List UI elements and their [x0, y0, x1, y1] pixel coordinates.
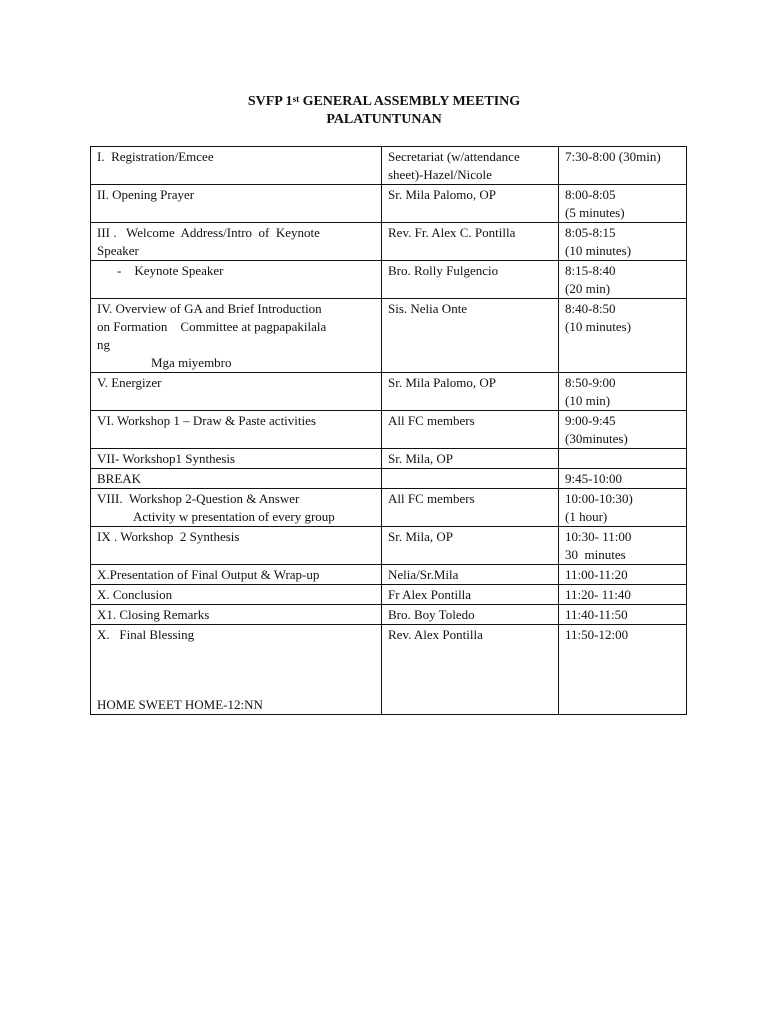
activity-cell: [91, 185, 382, 223]
activity-cell: [91, 449, 382, 469]
activity-text: BREAK: [97, 471, 142, 486]
person-text: Bro. Boy Toledo: [388, 607, 475, 622]
activity-text: III . Welcome Address/Intro of Keynote: [97, 225, 320, 240]
time-text: 11:40-11:50: [565, 607, 628, 622]
time-text: (10 minutes): [565, 243, 632, 258]
activity-text: IV. Overview of GA and Brief Introduction: [97, 301, 322, 316]
activity-text: ng: [97, 337, 110, 352]
person-cell: [382, 411, 559, 449]
time-cell: [559, 449, 687, 469]
time-text: (20 min): [565, 281, 611, 296]
time-cell: [559, 527, 687, 565]
time-text: (30minutes): [565, 431, 628, 446]
table-row: [91, 469, 687, 489]
activity-text: X1. Closing Remarks: [97, 607, 210, 622]
activity-text: VIII. Workshop 2-Question & Answer: [97, 491, 300, 506]
time-text: 9:00-9:45: [565, 413, 616, 428]
person-text: Sr. Mila, OP: [388, 529, 454, 544]
person-cell: [382, 527, 559, 565]
time-cell: [559, 223, 687, 261]
activity-text: II. Opening Prayer: [97, 187, 195, 202]
table-row: [91, 261, 687, 299]
title-superscript: st: [292, 94, 300, 104]
activity-cell: [91, 489, 382, 527]
time-text: (10 min): [565, 393, 611, 408]
table-row: [91, 185, 687, 223]
time-text: (1 hour): [565, 509, 608, 524]
activity-text: VII- Workshop1 Synthesis: [97, 451, 236, 466]
document-subtitle: PALATUNTUNAN: [326, 112, 442, 127]
table-row: [91, 223, 687, 261]
time-text: 8:05-8:15: [565, 225, 616, 240]
activity-cell: [91, 605, 382, 625]
person-cell: [382, 565, 559, 585]
activity-text: - Keynote Speaker: [117, 263, 224, 278]
activity-cell: [91, 565, 382, 585]
time-text: 7:30-8:00 (30min): [565, 149, 661, 164]
time-cell: [559, 585, 687, 605]
time-text: 11:20- 11:40: [565, 587, 631, 602]
time-cell: [559, 261, 687, 299]
activity-cell: [91, 527, 382, 565]
person-cell: [382, 147, 559, 185]
activity-cell: [91, 147, 382, 185]
time-cell: [559, 147, 687, 185]
table-row: [91, 373, 687, 411]
activity-text: Activity w presentation of every group: [133, 509, 335, 524]
time-cell: [559, 625, 687, 715]
time-cell: [559, 299, 687, 373]
title-prefix: SVFP 1: [247, 94, 293, 109]
table-row: [91, 449, 687, 469]
time-text: 30 minutes: [565, 547, 626, 562]
time-text: 8:00-8:05: [565, 187, 616, 202]
time-cell: [559, 565, 687, 585]
time-cell: [559, 185, 687, 223]
person-cell: [382, 625, 559, 715]
person-text: All FC members: [388, 491, 475, 506]
activity-text: X. Conclusion: [97, 587, 173, 602]
activity-cell: [91, 625, 382, 715]
person-text: Sr. Mila, OP: [388, 451, 454, 466]
time-text: 8:40-8:50: [565, 301, 616, 316]
title-suffix: GENERAL ASSEMBLY MEETING: [299, 94, 521, 109]
person-cell: [382, 373, 559, 411]
activity-cell: [91, 585, 382, 605]
person-cell: [382, 489, 559, 527]
activity-cell: [91, 411, 382, 449]
activity-cell: [91, 469, 382, 489]
time-cell: [559, 373, 687, 411]
time-text: 8:15-8:40: [565, 263, 616, 278]
person-text: Nelia/Sr.Mila: [388, 567, 459, 582]
activity-text: Speaker: [97, 243, 139, 258]
person-cell: [382, 469, 559, 489]
time-cell: [559, 469, 687, 489]
activity-cell: [91, 223, 382, 261]
time-text: (5 minutes): [565, 205, 625, 220]
person-cell: [382, 585, 559, 605]
table-row: [91, 625, 687, 715]
activity-text: Mga miyembro: [151, 355, 232, 370]
person-cell: [382, 449, 559, 469]
closing-note: HOME SWEET HOME-12:NN: [97, 697, 263, 712]
table-row: [91, 299, 687, 373]
activity-text: X.Presentation of Final Output & Wrap-up: [97, 567, 320, 582]
person-cell: [382, 185, 559, 223]
person-text: Sr. Mila Palomo, OP: [388, 375, 496, 390]
activity-cell: [91, 299, 382, 373]
time-text: 8:50-9:00: [565, 375, 616, 390]
time-cell: [559, 605, 687, 625]
time-cell: [559, 411, 687, 449]
activity-text: VI. Workshop 1 – Draw & Paste activities: [97, 413, 316, 428]
table-row: [91, 411, 687, 449]
time-text: 11:00-11:20: [565, 567, 628, 582]
person-cell: [382, 605, 559, 625]
time-text: (10 minutes): [565, 319, 632, 334]
person-text: Rev. Alex Pontilla: [388, 627, 483, 642]
table-row: [91, 605, 687, 625]
activity-text: on Formation Committee at pagpapakilala: [97, 319, 327, 334]
person-text: Rev. Fr. Alex C. Pontilla: [388, 225, 516, 240]
table-row: [91, 147, 687, 185]
activity-text: V. Energizer: [97, 375, 162, 390]
time-text: 10:30- 11:00: [565, 529, 632, 544]
time-cell: [559, 489, 687, 527]
time-text: 10:00-10:30): [565, 491, 633, 506]
activity-cell: [91, 373, 382, 411]
person-text: Secretariat (w/attendance: [388, 149, 520, 164]
activity-text: IX . Workshop 2 Synthesis: [97, 529, 240, 544]
person-text: sheet)-Hazel/Nicole: [388, 167, 492, 182]
activity-text: I. Registration/Emcee: [97, 149, 214, 164]
table-row: [91, 585, 687, 605]
person-text: Sr. Mila Palomo, OP: [388, 187, 496, 202]
table-row: [91, 565, 687, 585]
table-row: [91, 527, 687, 565]
person-text: Fr Alex Pontilla: [388, 587, 472, 602]
person-text: Bro. Rolly Fulgencio: [388, 263, 499, 278]
activity-cell: [91, 261, 382, 299]
table-row: [91, 489, 687, 527]
person-text: Sis. Nelia Onte: [388, 301, 468, 316]
document-title: [0, 93, 768, 111]
activity-text: X. Final Blessing: [97, 627, 195, 642]
time-text: 11:50-12:00: [565, 627, 629, 642]
time-text: 9:45-10:00: [565, 471, 623, 486]
person-cell: [382, 299, 559, 373]
person-cell: [382, 261, 559, 299]
person-cell: [382, 223, 559, 261]
person-text: All FC members: [388, 413, 475, 428]
agenda-table: [90, 146, 687, 715]
